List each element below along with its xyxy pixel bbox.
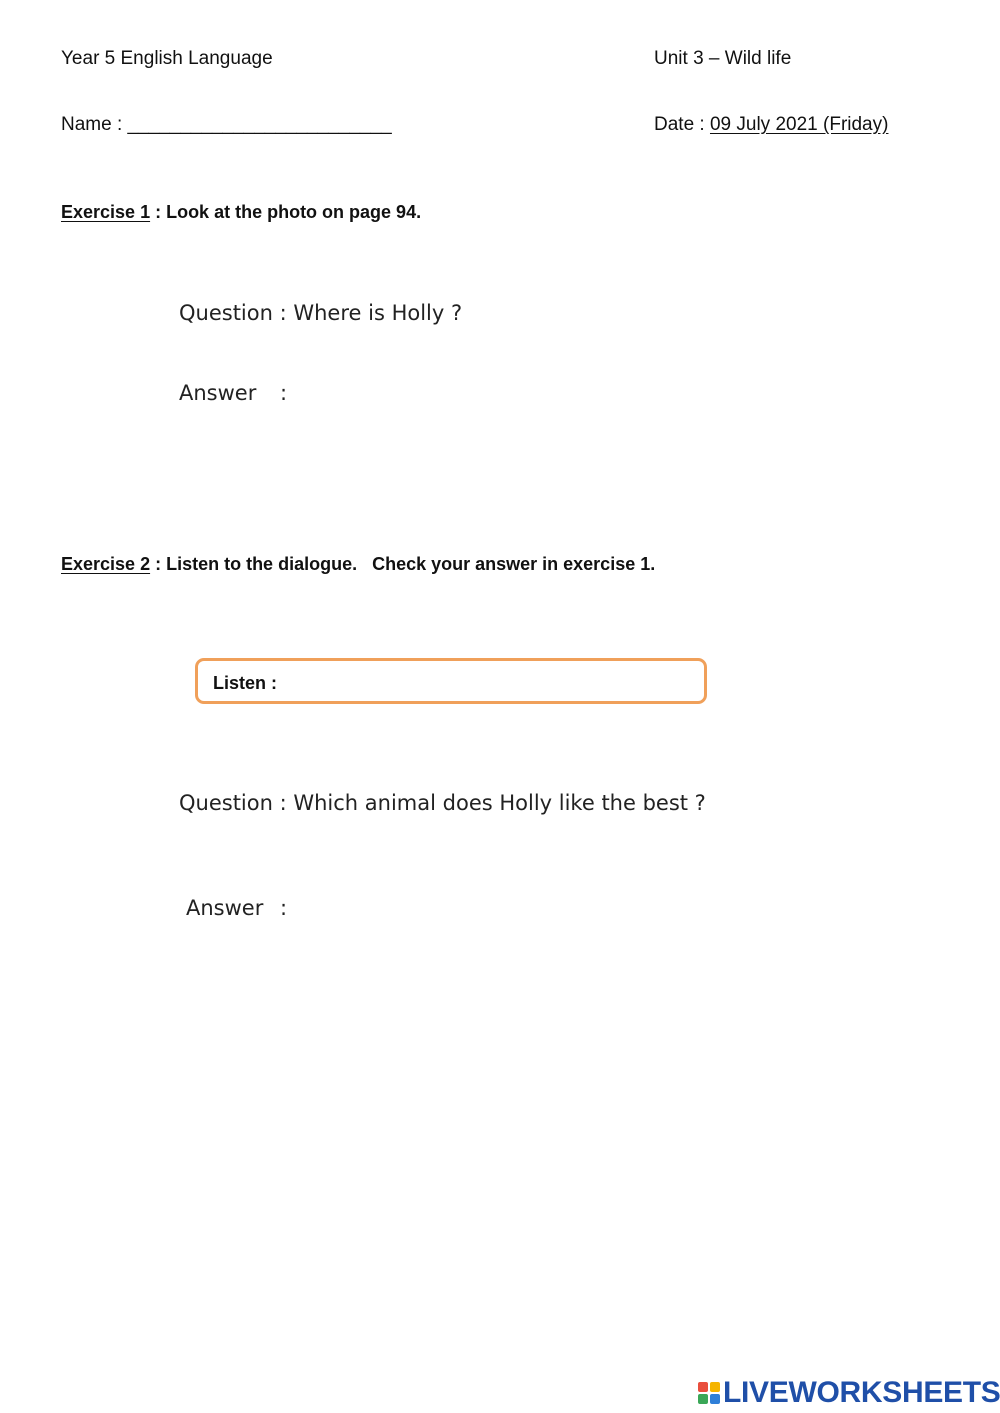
- exercise-2-heading: [61, 554, 655, 575]
- exercise-2-instruction: : Listen to the dialogue. Check your answer in exercise 1.: [150, 554, 656, 574]
- date-value: 09 July 2021 (Friday): [709, 114, 889, 135]
- name-blank-line: _________________________: [127, 114, 392, 135]
- exercise-2-label: Exercise 2: [61, 554, 151, 574]
- logo-square-green: [698, 1394, 708, 1404]
- date-row: [654, 114, 888, 136]
- exercise-1-question: Question : Where is Holly ?: [179, 301, 463, 325]
- exercise-2-question: Question : Which animal does Holly like the best ?: [179, 791, 706, 815]
- listen-label: Listen :: [213, 673, 278, 693]
- exercise-1-answer-label: Answer: [179, 381, 257, 405]
- name-row: [61, 114, 392, 136]
- logo-square-yellow: [710, 1382, 720, 1392]
- unit-title: Unit 3 – Wild life: [654, 48, 792, 69]
- exercise-2-answer-colon: :: [280, 896, 288, 920]
- exercise-2-answer-label: Answer: [186, 896, 264, 920]
- exercise-1-answer-colon: :: [280, 381, 288, 405]
- exercise-1-label: Exercise 1: [61, 202, 151, 222]
- liveworksheets-logo-icon: [698, 1382, 720, 1404]
- liveworksheets-logo-text: LIVEWORKSHEETS: [723, 1376, 1000, 1409]
- liveworksheets-logo: [698, 1376, 1000, 1410]
- logo-square-red: [698, 1382, 708, 1392]
- course-title: Year 5 English Language: [61, 48, 273, 69]
- exercise-1-instruction: : Look at the photo on page 94.: [150, 202, 422, 222]
- logo-square-blue: [710, 1394, 720, 1404]
- date-label: Date :: [654, 114, 705, 135]
- name-label: Name :: [61, 114, 123, 135]
- exercise-1-heading: [61, 202, 421, 223]
- listen-audio-box[interactable]: [195, 658, 707, 704]
